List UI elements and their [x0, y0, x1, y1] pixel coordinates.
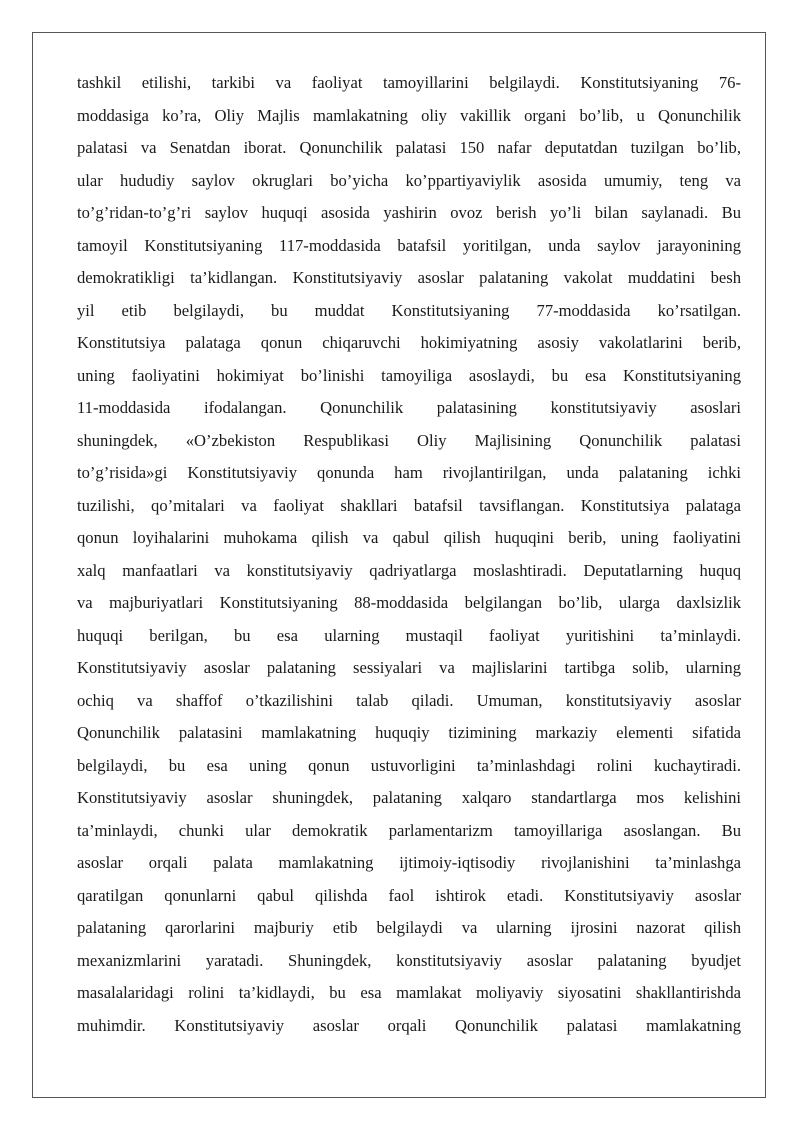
text-line: mexanizmlarini yaratadi. Shuningdek, konstitutsiyaviy asoslar palataning byudjet — [77, 950, 741, 970]
text-line: uning faoliyatini hokimiyat bo’linishi tamoyiliga asoslaydi, bu esa Konstitutsiyaning — [77, 365, 741, 385]
text-line: to’g’ridan-to’g’ri saylov huquqi asosida yashirin ovoz berish yo’li bilan saylanadi. Bu — [77, 203, 741, 222]
document-body — [77, 67, 741, 1042]
text-line: Konstitutsiyaviy asoslar shuningdek, palataning xalqaro standartlarga mos kelishini — [77, 788, 741, 807]
text-line: Konstitutsiyaviy asoslar palataning sessiyalari va majlislarini tartibga solib, ularning — [77, 658, 741, 677]
text-line: ta’minlaydi, chunki ular demokratik parlamentarizm tamoyillariga asoslangan. Bu — [77, 820, 741, 840]
text-line: va majburiyatlari Konstitutsiyaning 88-moddasida belgilangan bo’lib, ularga daxlsizlik — [77, 593, 741, 612]
text-line: qaratilgan qonunlarni qabul qilishda faol ishtirok etadi. Konstitutsiyaviy asoslar — [77, 885, 741, 905]
text-line: demokratikligi ta’kidlangan. Konstitutsiyaviy asoslar palataning vakolat muddatini besh — [77, 268, 741, 287]
text-line: ular hududiy saylov okruglari bo’yicha ko’ppartiyaviylik asosida umumiy, teng va — [77, 170, 741, 190]
text-line: shuningdek, «O’zbekiston Respublikasi Oliy Majlisining Qonunchilik palatasi — [77, 430, 741, 450]
text-line: yil etib belgilaydi, bu muddat Konstitutsiyaning 77-moddasida ko’rsatilgan. — [77, 300, 741, 320]
text-line: palataning qarorlarini majburiy etib belgilaydi va ularning ijrosini nazorat qilish — [77, 918, 741, 937]
text-line: 11-moddasida ifodalangan. Qonunchilik palatasining konstitutsiyaviy asoslari — [77, 398, 741, 417]
text-line: qonun loyihalarini muhokama qilish va qabul qilish huquqini berib, uning faoliyatini — [77, 528, 741, 547]
text-line: masalalaridagi rolini ta’kidlaydi, bu esa mamlakat moliyaviy siyosatini shakllantirishda — [77, 983, 741, 1002]
text-line: tuzilishi, qo’mitalari va faoliyat shakllari batafsil tavsiflangan. Konstitutsiya palataga — [77, 495, 741, 515]
text-line: Qonunchilik palatasini mamlakatning huquqiy tizimining markaziy elementi sifatida — [77, 723, 741, 742]
text-line: tamoyil Konstitutsiyaning 117-moddasida batafsil yoritilgan, unda saylov jarayonining — [77, 235, 741, 255]
text-line: to’g’risida»gi Konstitutsiyaviy qonunda ham rivojlantirilgan, unda palataning ichki — [77, 463, 741, 482]
text-line: tashkil etilishi, tarkibi va faoliyat tamoyillarini belgilaydi. Konstitutsiyaning 76- — [77, 73, 741, 92]
text-line: Konstitutsiya palataga qonun chiqaruvchi hokimiyatning asosiy vakolatlarini berib, — [77, 333, 741, 352]
text-line: belgilaydi, bu esa uning qonun ustuvorligini ta’minlashdagi rolini kuchaytiradi. — [77, 755, 741, 775]
text-line: palatasi va Senatdan iborat. Qonunchilik palatasi 150 nafar deputatdan tuzilgan bo’lib, — [77, 138, 741, 157]
text-line: huquqi berilgan, bu esa ularning mustaqil faoliyat yuritishini ta’minlaydi. — [77, 625, 741, 645]
text-line: muhimdir. Konstitutsiyaviy asoslar orqali Qonunchilik palatasi mamlakatning — [77, 1015, 741, 1035]
text-line: ochiq va shaffof o’tkazilishini talab qiladi. Umuman, konstitutsiyaviy asoslar — [77, 690, 741, 710]
text-line: xalq manfaatlari va konstitutsiyaviy qadriyatlarga moslashtiradi. Deputatlarning huquq — [77, 560, 741, 580]
text-line: moddasiga ko’ra, Oliy Majlis mamlakatning oliy vakillik organi bo’lib, u Qonunchilik — [77, 105, 741, 125]
text-line: asoslar orqali palata mamlakatning ijtimoiy-iqtisodiy rivojlanishini ta’minlashga — [77, 853, 741, 872]
